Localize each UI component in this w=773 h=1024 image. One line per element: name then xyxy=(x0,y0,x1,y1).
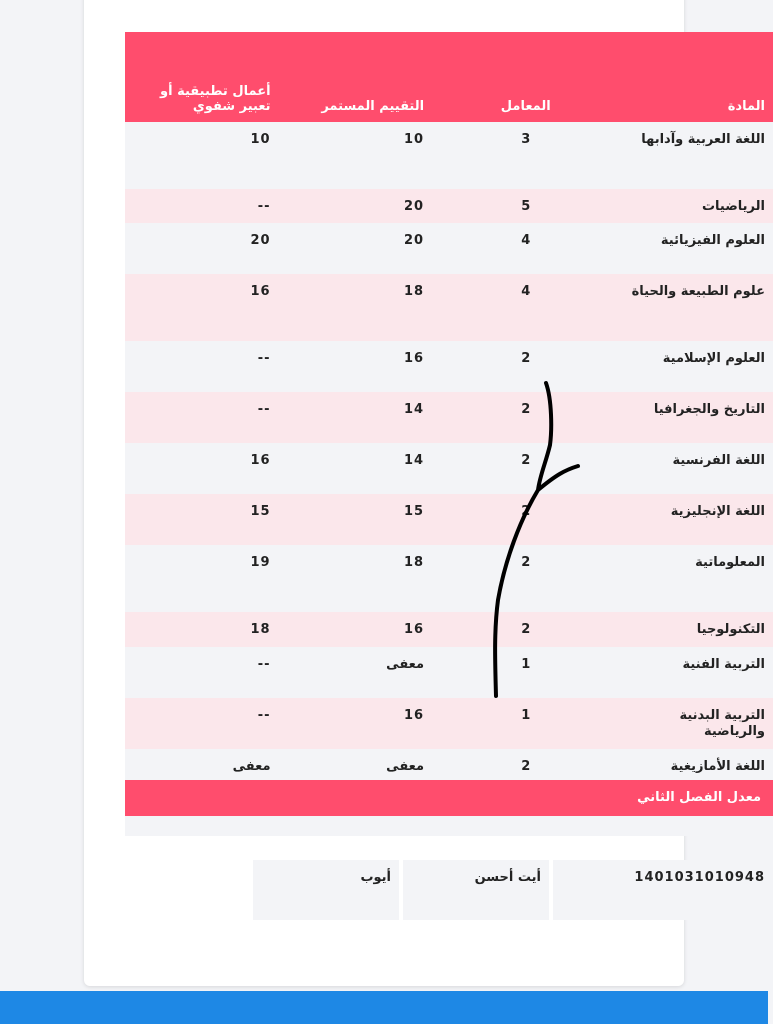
cell-coefficient: 2 xyxy=(432,545,619,612)
cell-continuous-assessment: 16 xyxy=(279,341,433,392)
cell-subject: التربية الفنية xyxy=(619,647,773,698)
cell-practical-oral: -- xyxy=(125,392,279,443)
cell-continuous-assessment: 18 xyxy=(279,545,433,612)
cell-coefficient: 3 xyxy=(432,122,619,189)
cell-continuous-assessment: 10 xyxy=(279,122,433,189)
cell-subject: الرياضيات xyxy=(619,189,773,223)
semester-average-value-row xyxy=(125,816,773,836)
table-row xyxy=(125,698,773,749)
cell-continuous-assessment: 15 xyxy=(279,494,433,545)
table-row xyxy=(125,545,773,612)
cell-continuous-assessment: 16 xyxy=(279,698,433,749)
student-first-name: أيوب xyxy=(253,860,399,920)
cell-practical-oral: معفى xyxy=(125,749,279,800)
cell-coefficient: 2 xyxy=(432,443,619,494)
grades-card xyxy=(84,0,765,986)
cell-subject: اللغة الأمازيغية xyxy=(619,749,773,800)
table-row xyxy=(125,392,773,443)
cell-subject: التاريخ والجغرافيا xyxy=(619,392,773,443)
cell-continuous-assessment: معفى xyxy=(279,647,433,698)
table-row xyxy=(125,122,773,189)
cell-coefficient: 1 xyxy=(432,647,619,698)
cell-coefficient: 4 xyxy=(432,274,619,341)
cell-continuous-assessment: 18 xyxy=(279,274,433,341)
cell-coefficient: 4 xyxy=(432,223,619,274)
cell-continuous-assessment: 16 xyxy=(279,612,433,646)
header-coefficient: المعامل xyxy=(432,32,619,122)
cell-continuous-assessment: معفى xyxy=(279,749,433,800)
student-last-name: أيت أحسن xyxy=(403,860,549,920)
cell-coefficient: 1 xyxy=(432,698,619,749)
table-row xyxy=(125,223,773,274)
table-row xyxy=(125,341,773,392)
cell-subject: المعلوماتية xyxy=(619,545,773,612)
cell-practical-oral: 19 xyxy=(125,545,279,612)
student-info-row xyxy=(125,860,773,920)
cell-practical-oral: -- xyxy=(125,698,279,749)
student-id: 1401031010948 xyxy=(553,860,773,920)
cell-coefficient: 2 xyxy=(432,612,619,646)
cell-practical-oral: 16 xyxy=(125,274,279,341)
cell-coefficient: 2 xyxy=(432,341,619,392)
cell-coefficient: 5 xyxy=(432,189,619,223)
table-scroll-area[interactable] xyxy=(125,0,765,986)
header-practical-oral: أعمال تطبيقية أو تعبير شفوي xyxy=(125,32,279,122)
cell-subject: اللغة العربية وآدابها xyxy=(619,122,773,189)
cell-coefficient: 2 xyxy=(432,392,619,443)
cell-subject: اللغة الإنجليزية xyxy=(619,494,773,545)
cell-continuous-assessment: 14 xyxy=(279,392,433,443)
cell-practical-oral: 10 xyxy=(125,122,279,189)
cell-practical-oral: 20 xyxy=(125,223,279,274)
cell-subject: العلوم الفيزيائية xyxy=(619,223,773,274)
cell-practical-oral: -- xyxy=(125,647,279,698)
cell-coefficient: 2 xyxy=(432,494,619,545)
table-row xyxy=(125,612,773,646)
cell-practical-oral: 16 xyxy=(125,443,279,494)
table-row xyxy=(125,647,773,698)
cell-continuous-assessment: 20 xyxy=(279,223,433,274)
grades-table-body xyxy=(125,122,773,800)
table-row xyxy=(125,443,773,494)
table-row xyxy=(125,274,773,341)
student-info-spacer xyxy=(129,860,249,920)
grades-table xyxy=(125,32,773,800)
header-subject: المادة xyxy=(619,32,773,122)
cell-continuous-assessment: 14 xyxy=(279,443,433,494)
cell-practical-oral: -- xyxy=(125,189,279,223)
cell-practical-oral: 18 xyxy=(125,612,279,646)
cell-subject: اللغة الفرنسية xyxy=(619,443,773,494)
cell-subject: التكنولوجيا xyxy=(619,612,773,646)
cell-continuous-assessment: 20 xyxy=(279,189,433,223)
table-row xyxy=(125,494,773,545)
table-header-row xyxy=(125,32,773,122)
cell-subject: التربية البدنية والرياضية xyxy=(619,698,773,749)
bottom-navigation-bar xyxy=(0,991,768,1024)
table-row xyxy=(125,189,773,223)
cell-subject: علوم الطبيعة والحياة xyxy=(619,274,773,341)
cell-practical-oral: 15 xyxy=(125,494,279,545)
semester-average-bar: معدل الفصل الثاني xyxy=(125,780,773,816)
header-continuous-assessment: التقييم المستمر xyxy=(279,32,433,122)
cell-coefficient: 2 xyxy=(432,749,619,800)
cell-practical-oral: -- xyxy=(125,341,279,392)
cell-subject: العلوم الإسلامية xyxy=(619,341,773,392)
